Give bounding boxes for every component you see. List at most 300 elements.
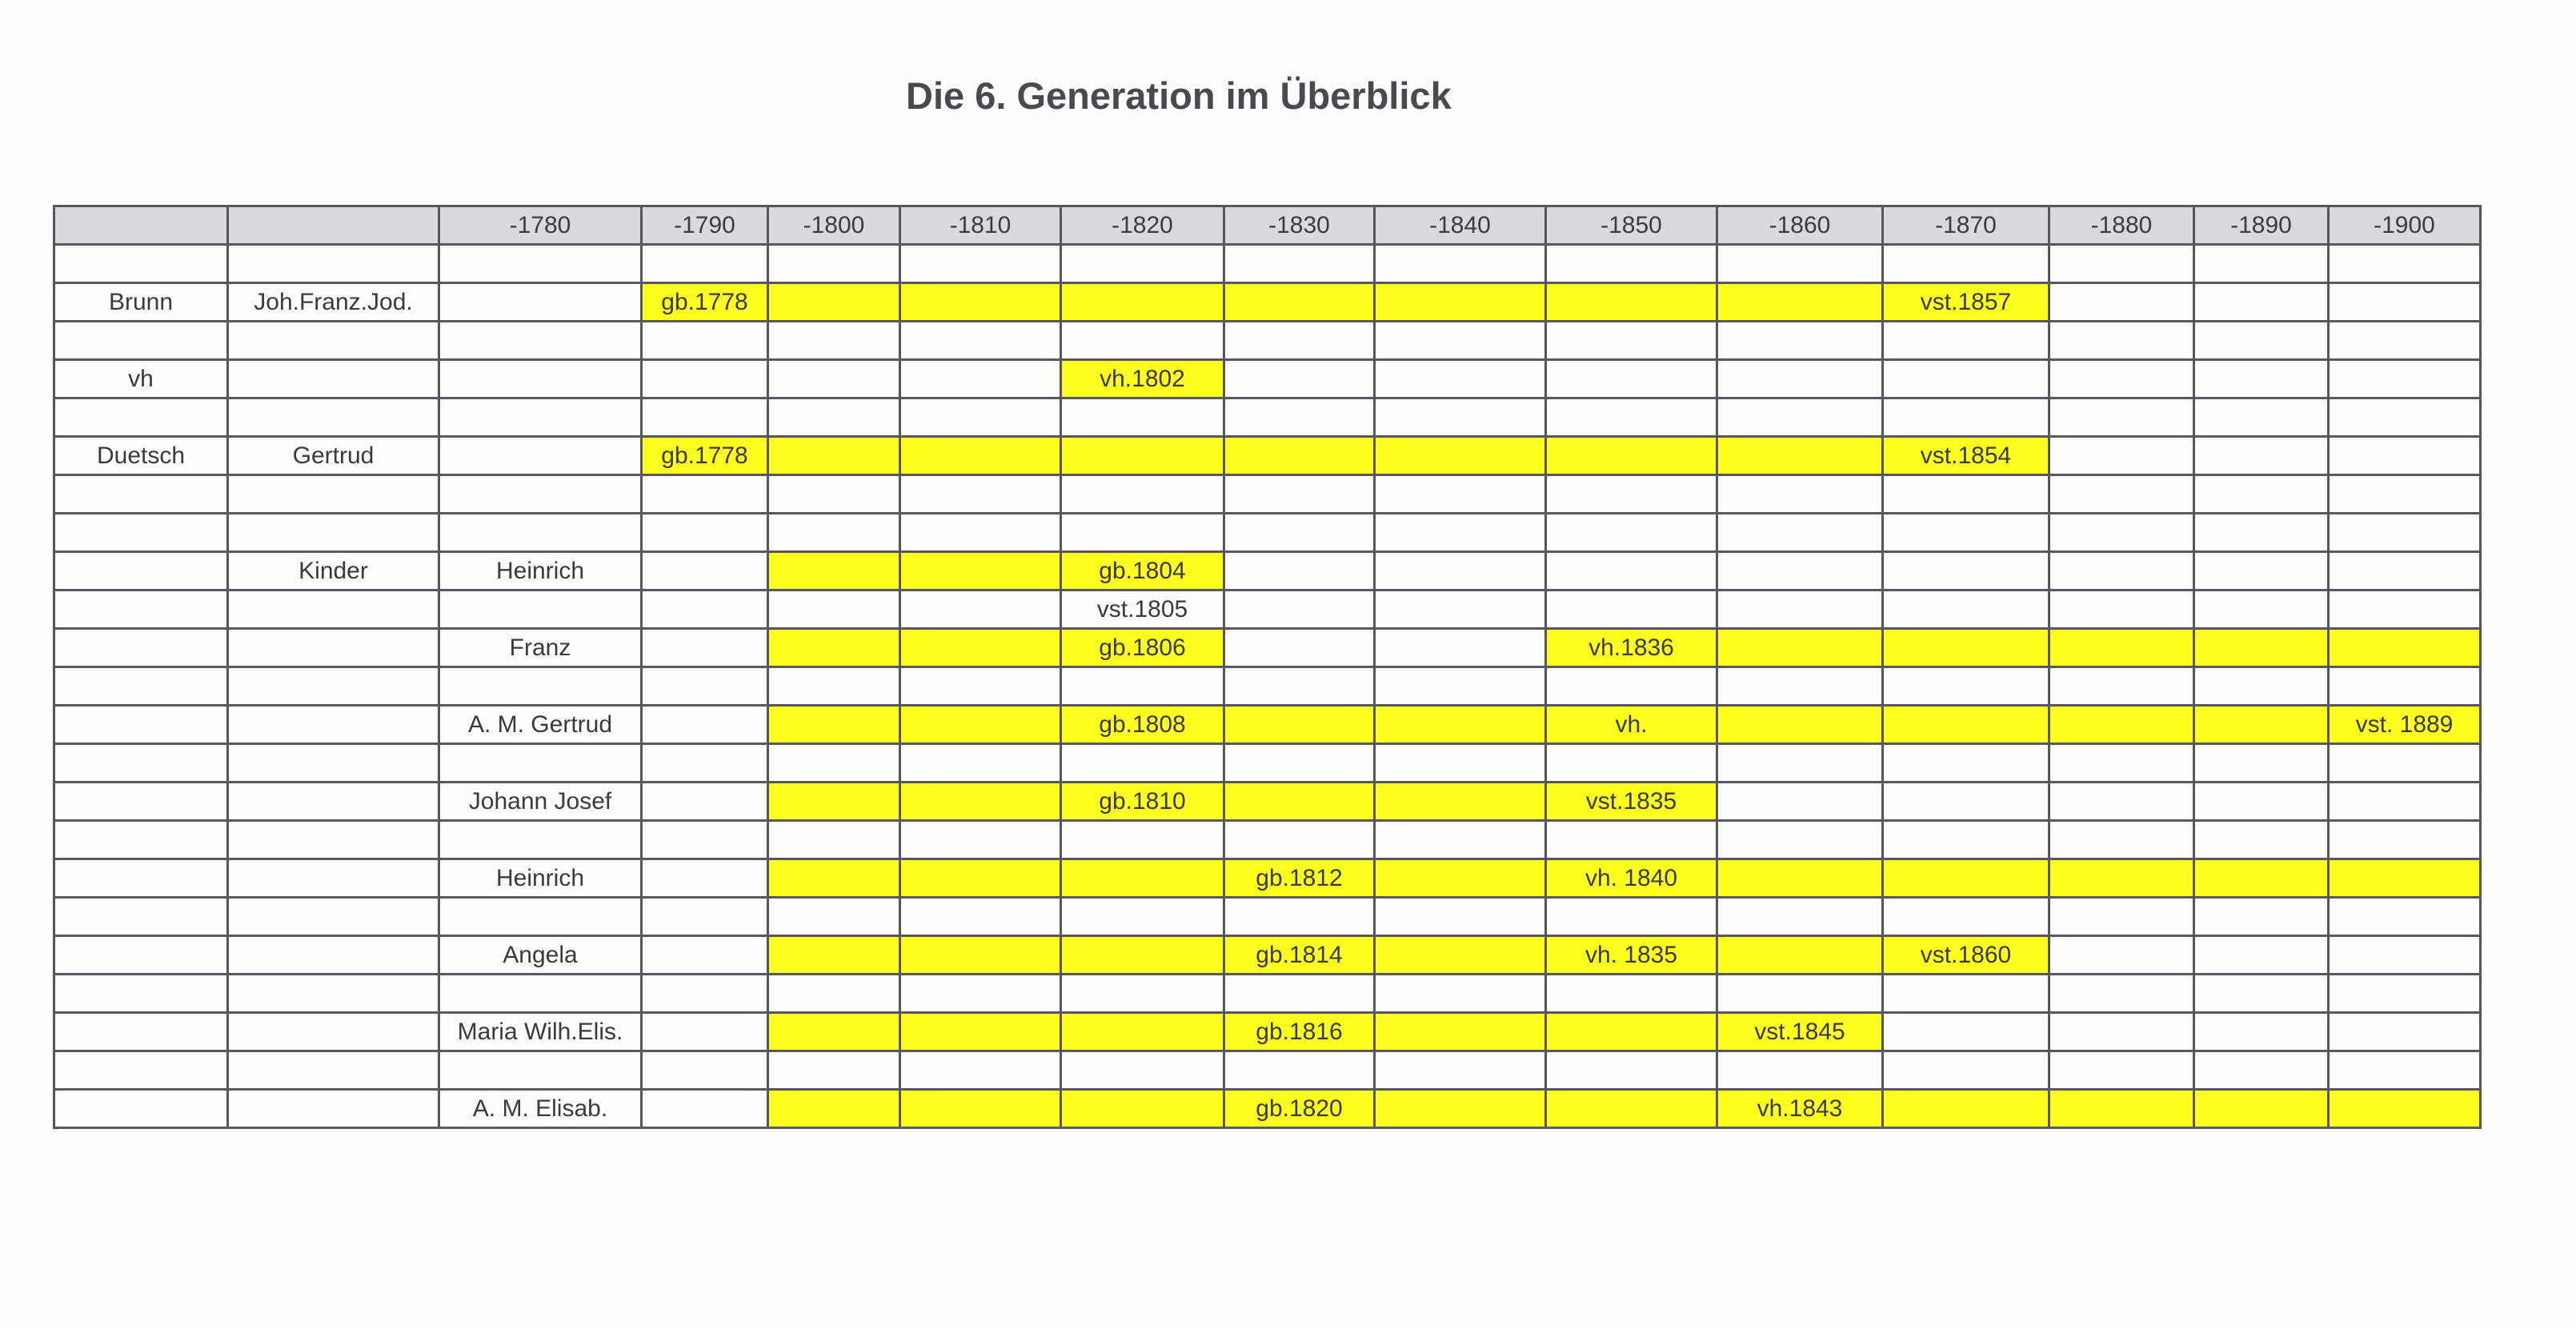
surname-cell: [54, 590, 228, 629]
timeline-cell: [900, 437, 1061, 475]
timeline-cell: [2049, 283, 2194, 322]
timeline-cell: [1546, 437, 1717, 475]
timeline-cell: [1717, 475, 1883, 514]
timeline-cell: gb.1812: [1224, 859, 1375, 898]
timeline-cell: [1717, 744, 1883, 783]
header-cell: -1900: [2329, 206, 2481, 245]
timeline-cell: [2049, 398, 2194, 437]
timeline-cell: [768, 283, 900, 322]
timeline-cell: [642, 398, 768, 437]
header-row: [54, 206, 2481, 245]
timeline-cell: [900, 783, 1061, 821]
given-name-cell: [228, 667, 439, 706]
timeline-cell: [1883, 245, 2049, 283]
header-cell: -1830: [1224, 206, 1375, 245]
timeline-cell: [1061, 821, 1224, 859]
timeline-cell: [1883, 552, 2049, 590]
table-row: [54, 898, 2481, 936]
timeline-cell: [1224, 514, 1375, 552]
person-name-cell: [439, 437, 642, 475]
timeline-cell: [2049, 783, 2194, 821]
surname-cell: [54, 398, 228, 437]
table-row: [54, 283, 2481, 322]
person-name-cell: [439, 975, 642, 1013]
timeline-cell: [900, 898, 1061, 936]
surname-cell: [54, 552, 228, 590]
timeline-cell: [2194, 590, 2329, 629]
timeline-cell: [2049, 1013, 2194, 1051]
timeline-cell: [1375, 744, 1546, 783]
person-name-cell: [439, 245, 642, 283]
given-name-cell: [228, 514, 439, 552]
timeline-cell: [2329, 821, 2481, 859]
timeline-cell: [1061, 859, 1224, 898]
timeline-cell: [2329, 1013, 2481, 1051]
timeline-cell: [2049, 437, 2194, 475]
given-name-cell: [228, 859, 439, 898]
timeline-cell: [1375, 898, 1546, 936]
surname-cell: [54, 859, 228, 898]
timeline-cell: [1883, 783, 2049, 821]
timeline-cell: [2329, 936, 2481, 975]
person-name-cell: Franz: [439, 629, 642, 667]
timeline-cell: [900, 629, 1061, 667]
surname-cell: Duetsch: [54, 437, 228, 475]
timeline-cell: [768, 475, 900, 514]
timeline-cell: gb.1778: [642, 437, 768, 475]
timeline-cell: [1061, 1090, 1224, 1128]
timeline-cell: [900, 744, 1061, 783]
timeline-cell: [2049, 744, 2194, 783]
surname-cell: [54, 706, 228, 744]
timeline-cell: [1224, 706, 1375, 744]
timeline-cell: [1224, 360, 1375, 398]
timeline-cell: [1375, 437, 1546, 475]
timeline-cell: [1224, 667, 1375, 706]
timeline-cell: [768, 898, 900, 936]
timeline-cell: [900, 514, 1061, 552]
timeline-cell: [1883, 821, 2049, 859]
timeline-cell: [900, 975, 1061, 1013]
table-row: [54, 322, 2481, 360]
timeline-cell: [768, 629, 900, 667]
timeline-cell: [2049, 1051, 2194, 1090]
timeline-cell: [1883, 1013, 2049, 1051]
timeline-cell: [1717, 1051, 1883, 1090]
timeline-cell: [1224, 590, 1375, 629]
timeline-cell: [2049, 859, 2194, 898]
timeline-cell: [1546, 590, 1717, 629]
table-row: [54, 475, 2481, 514]
timeline-cell: [1061, 398, 1224, 437]
timeline-cell: [2194, 783, 2329, 821]
person-name-cell: [439, 475, 642, 514]
timeline-cell: [768, 667, 900, 706]
timeline-cell: [900, 706, 1061, 744]
timeline-cell: [900, 360, 1061, 398]
timeline-cell: [642, 360, 768, 398]
header-cell: -1870: [1883, 206, 2049, 245]
timeline-cell: [1546, 1013, 1717, 1051]
timeline-cell: [1717, 783, 1883, 821]
timeline-cell: [2049, 552, 2194, 590]
surname-cell: [54, 783, 228, 821]
timeline-cell: [1717, 360, 1883, 398]
timeline-cell: [642, 667, 768, 706]
timeline-cell: [900, 475, 1061, 514]
timeline-cell: [1546, 1051, 1717, 1090]
timeline-cell: [2329, 283, 2481, 322]
table-row: [54, 245, 2481, 283]
person-name-cell: [439, 898, 642, 936]
timeline-cell: [1546, 322, 1717, 360]
given-name-cell: Gertrud: [228, 437, 439, 475]
timeline-cell: [2329, 667, 2481, 706]
timeline-cell: [2194, 975, 2329, 1013]
timeline-cell: [1883, 1090, 2049, 1128]
timeline-cell: [1375, 859, 1546, 898]
surname-cell: [54, 245, 228, 283]
timeline-cell: [2329, 1090, 2481, 1128]
timeline-cell: [1224, 898, 1375, 936]
timeline-cell: [1224, 475, 1375, 514]
timeline-cell: [642, 322, 768, 360]
timeline-cell: [642, 898, 768, 936]
timeline-cell: [900, 667, 1061, 706]
timeline-cell: [1224, 322, 1375, 360]
header-cell: -1850: [1546, 206, 1717, 245]
timeline-cell: vst.1860: [1883, 936, 2049, 975]
timeline-cell: [1883, 629, 2049, 667]
given-name-cell: [228, 936, 439, 975]
timeline-cell: gb.1778: [642, 283, 768, 322]
given-name-cell: [228, 1013, 439, 1051]
timeline-cell: [1375, 590, 1546, 629]
timeline-cell: [768, 1051, 900, 1090]
person-name-cell: [439, 514, 642, 552]
timeline-cell: [900, 245, 1061, 283]
timeline-cell: [1061, 667, 1224, 706]
timeline-cell: [2194, 1090, 2329, 1128]
timeline-cell: gb.1820: [1224, 1090, 1375, 1128]
timeline-cell: [1224, 629, 1375, 667]
timeline-cell: [2049, 514, 2194, 552]
timeline-cell: [642, 975, 768, 1013]
given-name-cell: [228, 360, 439, 398]
given-name-cell: [228, 322, 439, 360]
timeline-cell: gb.1810: [1061, 783, 1224, 821]
timeline-cell: [1883, 744, 2049, 783]
timeline-cell: [900, 552, 1061, 590]
timeline-cell: [642, 821, 768, 859]
generation-table: [53, 205, 2482, 1129]
surname-cell: [54, 629, 228, 667]
timeline-cell: [2329, 898, 2481, 936]
timeline-cell: [2329, 360, 2481, 398]
timeline-cell: [768, 590, 900, 629]
timeline-cell: [1375, 1013, 1546, 1051]
timeline-cell: [2194, 283, 2329, 322]
timeline-cell: [1546, 744, 1717, 783]
timeline-cell: [2194, 936, 2329, 975]
timeline-cell: [1883, 667, 2049, 706]
person-name-cell: [439, 744, 642, 783]
timeline-cell: [1061, 975, 1224, 1013]
timeline-cell: [642, 590, 768, 629]
timeline-cell: [1375, 1051, 1546, 1090]
given-name-cell: Joh.Franz.Jod.: [228, 283, 439, 322]
timeline-cell: [2194, 629, 2329, 667]
timeline-cell: [900, 1013, 1061, 1051]
surname-cell: [54, 936, 228, 975]
timeline-cell: [1883, 898, 2049, 936]
timeline-cell: [2329, 437, 2481, 475]
person-name-cell: [439, 283, 642, 322]
table-row: [54, 1090, 2481, 1128]
timeline-cell: [900, 1090, 1061, 1128]
header-cell: -1800: [768, 206, 900, 245]
timeline-cell: [642, 475, 768, 514]
timeline-cell: [642, 783, 768, 821]
page-title: Die 6. Generation im Überblick: [906, 74, 1452, 117]
table-row: [54, 936, 2481, 975]
person-name-cell: [439, 398, 642, 437]
timeline-cell: [1061, 936, 1224, 975]
timeline-cell: [1717, 706, 1883, 744]
header-cell: [228, 206, 439, 245]
timeline-cell: [2194, 360, 2329, 398]
timeline-cell: [2329, 514, 2481, 552]
timeline-cell: [1883, 514, 2049, 552]
given-name-cell: [228, 398, 439, 437]
timeline-cell: [768, 1090, 900, 1128]
timeline-cell: gb.1814: [1224, 936, 1375, 975]
timeline-cell: [2194, 475, 2329, 514]
timeline-cell: vst.1805: [1061, 590, 1224, 629]
timeline-cell: [1375, 667, 1546, 706]
timeline-cell: [2049, 360, 2194, 398]
surname-cell: [54, 898, 228, 936]
timeline-cell: [1883, 706, 2049, 744]
timeline-cell: [2049, 898, 2194, 936]
timeline-cell: [2194, 322, 2329, 360]
timeline-cell: [1224, 821, 1375, 859]
timeline-cell: [1717, 590, 1883, 629]
table-row: [54, 552, 2481, 590]
timeline-cell: [2194, 1051, 2329, 1090]
timeline-cell: [2049, 1090, 2194, 1128]
table-row: [54, 437, 2481, 475]
timeline-cell: [1375, 706, 1546, 744]
timeline-cell: [642, 552, 768, 590]
timeline-cell: [1061, 744, 1224, 783]
timeline-cell: [1883, 475, 2049, 514]
timeline-cell: [2329, 783, 2481, 821]
given-name-cell: [228, 821, 439, 859]
timeline-cell: [900, 936, 1061, 975]
table-row: [54, 1013, 2481, 1051]
timeline-cell: [2049, 706, 2194, 744]
timeline-cell: [1375, 1090, 1546, 1128]
timeline-cell: [900, 1051, 1061, 1090]
timeline-cell: [2194, 667, 2329, 706]
header-cell: -1780: [439, 206, 642, 245]
timeline-cell: [2049, 936, 2194, 975]
timeline-cell: gb.1808: [1061, 706, 1224, 744]
timeline-cell: [1546, 552, 1717, 590]
timeline-cell: [642, 514, 768, 552]
timeline-cell: [2194, 744, 2329, 783]
timeline-cell: [1061, 245, 1224, 283]
surname-cell: [54, 1051, 228, 1090]
timeline-cell: [2049, 667, 2194, 706]
timeline-cell: [1717, 283, 1883, 322]
timeline-cell: [768, 1013, 900, 1051]
given-name-cell: [228, 898, 439, 936]
timeline-cell: [1883, 1051, 2049, 1090]
timeline-cell: [1375, 629, 1546, 667]
timeline-cell: [768, 437, 900, 475]
timeline-cell: [768, 821, 900, 859]
timeline-cell: vh.1843: [1717, 1090, 1883, 1128]
table-row: [54, 1051, 2481, 1090]
timeline-cell: [2049, 322, 2194, 360]
timeline-cell: [1224, 552, 1375, 590]
timeline-cell: [2329, 975, 2481, 1013]
timeline-cell: vst.1835: [1546, 783, 1717, 821]
timeline-cell: [642, 245, 768, 283]
timeline-cell: [1224, 283, 1375, 322]
timeline-cell: vst.1854: [1883, 437, 2049, 475]
person-name-cell: Johann Josef: [439, 783, 642, 821]
timeline-cell: [1883, 859, 2049, 898]
timeline-cell: [768, 360, 900, 398]
timeline-cell: [768, 322, 900, 360]
timeline-cell: [1375, 821, 1546, 859]
timeline-cell: vst. 1889: [2329, 706, 2481, 744]
timeline-cell: [2194, 552, 2329, 590]
timeline-cell: [2194, 1013, 2329, 1051]
timeline-cell: [1546, 283, 1717, 322]
timeline-cell: [2194, 398, 2329, 437]
timeline-cell: [1375, 552, 1546, 590]
table-row: [54, 360, 2481, 398]
timeline-cell: [768, 398, 900, 437]
timeline-cell: [1224, 975, 1375, 1013]
timeline-cell: [768, 859, 900, 898]
timeline-cell: [2049, 629, 2194, 667]
timeline-cell: [1375, 975, 1546, 1013]
timeline-cell: [642, 706, 768, 744]
timeline-cell: [642, 1090, 768, 1128]
table-row: [54, 398, 2481, 437]
surname-cell: Brunn: [54, 283, 228, 322]
timeline-cell: [1375, 475, 1546, 514]
timeline-cell: [2329, 744, 2481, 783]
table-row: [54, 744, 2481, 783]
timeline-cell: [768, 552, 900, 590]
timeline-cell: [1061, 898, 1224, 936]
timeline-cell: [1061, 1051, 1224, 1090]
header-cell: -1840: [1375, 206, 1546, 245]
timeline-cell: [1224, 437, 1375, 475]
timeline-cell: gb.1816: [1224, 1013, 1375, 1051]
timeline-cell: [2329, 1051, 2481, 1090]
timeline-cell: [1061, 283, 1224, 322]
given-name-cell: [228, 475, 439, 514]
timeline-cell: [642, 744, 768, 783]
table-row: [54, 821, 2481, 859]
header-cell: -1810: [900, 206, 1061, 245]
timeline-cell: vh. 1840: [1546, 859, 1717, 898]
timeline-cell: [1883, 360, 2049, 398]
timeline-cell: [2194, 821, 2329, 859]
timeline-cell: [2329, 629, 2481, 667]
given-name-cell: [228, 1051, 439, 1090]
person-name-cell: Heinrich: [439, 552, 642, 590]
timeline-cell: [2329, 590, 2481, 629]
header-cell: -1790: [642, 206, 768, 245]
timeline-cell: [768, 936, 900, 975]
given-name-cell: [228, 783, 439, 821]
timeline-cell: [2329, 475, 2481, 514]
person-name-cell: Maria Wilh.Elis.: [439, 1013, 642, 1051]
header-cell: [54, 206, 228, 245]
timeline-cell: [1061, 475, 1224, 514]
person-name-cell: [439, 360, 642, 398]
timeline-cell: [1546, 398, 1717, 437]
person-name-cell: [439, 1051, 642, 1090]
table-row: [54, 706, 2481, 744]
timeline-cell: [768, 514, 900, 552]
timeline-cell: [1375, 245, 1546, 283]
timeline-cell: [1717, 322, 1883, 360]
surname-cell: [54, 514, 228, 552]
given-name-cell: [228, 706, 439, 744]
person-name-cell: [439, 590, 642, 629]
header-cell: -1890: [2194, 206, 2329, 245]
timeline-cell: [1546, 475, 1717, 514]
header-cell: -1820: [1061, 206, 1224, 245]
timeline-cell: [1883, 590, 2049, 629]
timeline-cell: [1224, 783, 1375, 821]
timeline-cell: [2049, 245, 2194, 283]
timeline-cell: [642, 1051, 768, 1090]
timeline-cell: [1546, 898, 1717, 936]
timeline-cell: vh.1836: [1546, 629, 1717, 667]
timeline-cell: [900, 322, 1061, 360]
timeline-cell: [1883, 398, 2049, 437]
timeline-cell: [1224, 1051, 1375, 1090]
timeline-cell: [1061, 437, 1224, 475]
timeline-cell: [1546, 975, 1717, 1013]
surname-cell: [54, 975, 228, 1013]
timeline-cell: [2194, 437, 2329, 475]
timeline-cell: [1375, 936, 1546, 975]
person-name-cell: Heinrich: [439, 859, 642, 898]
timeline-cell: [2049, 590, 2194, 629]
timeline-cell: [1717, 898, 1883, 936]
timeline-cell: [768, 744, 900, 783]
timeline-cell: gb.1806: [1061, 629, 1224, 667]
timeline-cell: [1375, 360, 1546, 398]
surname-cell: [54, 821, 228, 859]
timeline-cell: [1717, 514, 1883, 552]
timeline-cell: [1224, 398, 1375, 437]
timeline-cell: vh.1802: [1061, 360, 1224, 398]
surname-cell: [54, 1090, 228, 1128]
timeline-cell: [1375, 283, 1546, 322]
